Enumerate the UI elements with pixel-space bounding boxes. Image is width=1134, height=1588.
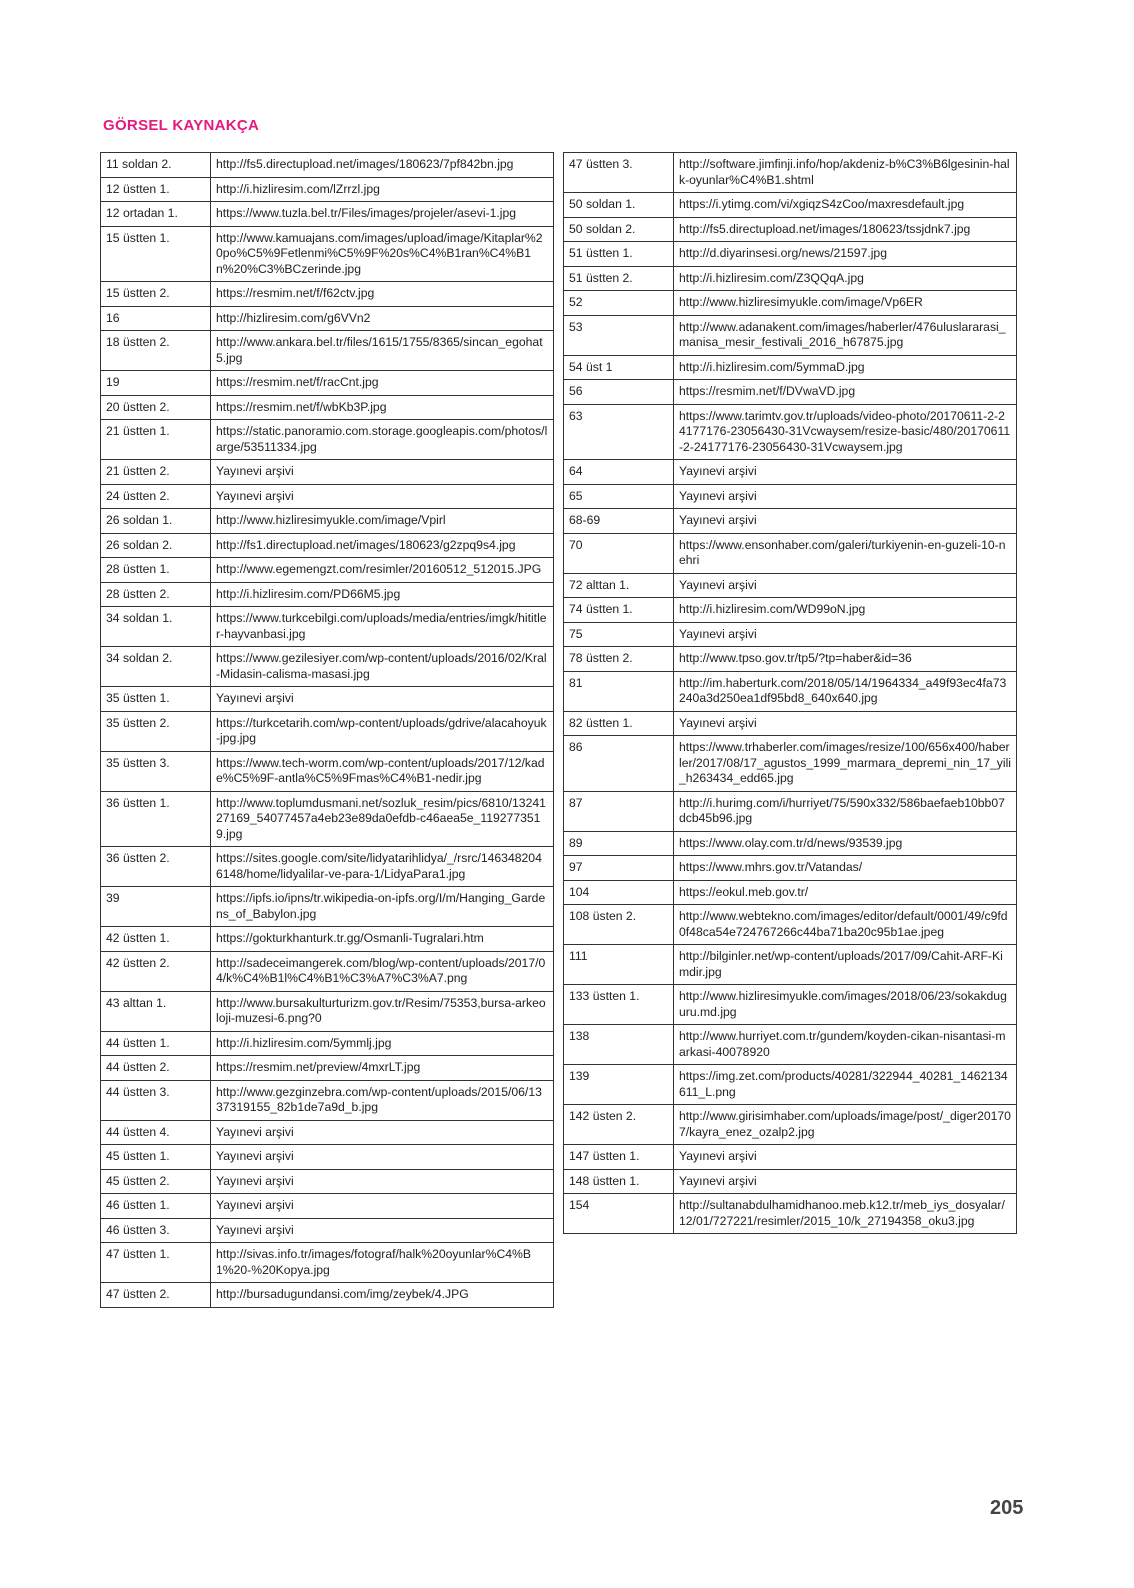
table-row [101,1243,554,1283]
image-source: https://www.mhrs.gov.tr/Vatandas/ [674,856,1017,881]
table-row [564,711,1017,736]
image-source: https://www.trhaberler.com/images/resize/100/656x400/haberler/2017/08/17_agustos_1999_marmara_depremi_nin_17_yili_h263434_edd65.jpg [674,736,1017,792]
image-location: 104 [564,880,674,905]
table-row [564,945,1017,985]
image-location: 24 üstten 2. [101,484,211,509]
image-location: 28 üstten 2. [101,582,211,607]
image-source: http://www.hizliresimyukle.com/images/2018/06/23/sokakduguru.md.jpg [674,985,1017,1025]
table-row [101,991,554,1031]
image-location: 47 üstten 1. [101,1243,211,1283]
table-row [564,460,1017,485]
image-source: http://fs5.directupload.net/images/180623/7pf842bn.jpg [211,153,554,178]
table-row [101,887,554,927]
image-location: 35 üstten 1. [101,687,211,712]
table-row [564,880,1017,905]
image-location: 82 üstten 1. [564,711,674,736]
image-source: http://i.hizliresim.com/5ymmaD.jpg [674,355,1017,380]
table-row [101,282,554,307]
image-source: http://software.jimfinji.info/hop/akdeniz-b%C3%B6lgesinin-halk-oyunlar%C4%B1.shtml [674,153,1017,193]
table-row [101,1194,554,1219]
image-location: 74 üstten 1. [564,598,674,623]
references-table-left-body [101,153,554,1308]
image-source: Yayınevi arşivi [674,460,1017,485]
image-source: https://www.olay.com.tr/d/news/93539.jpg [674,831,1017,856]
image-location: 81 [564,671,674,711]
references-table-right-body [564,153,1017,1234]
image-source: http://i.hizliresim.com/Z3QQqA.jpg [674,266,1017,291]
image-source: https://resmim.net/f/racCnt.jpg [211,371,554,396]
image-location: 46 üstten 3. [101,1218,211,1243]
image-source: https://www.tarimtv.gov.tr/uploads/video-photo/20170611-2-24177176-23056430-31Vcwaysem/resize-basic/480/20170611-2-24177176-23056430-31Vcwaysem.jpg [674,404,1017,460]
table-row [101,484,554,509]
image-source: Yayınevi arşivi [674,484,1017,509]
table-row [564,380,1017,405]
table-row [101,927,554,952]
image-source: http://i.hizliresim.com/5ymmlj.jpg [211,1031,554,1056]
image-location: 26 soldan 1. [101,509,211,534]
table-row [101,582,554,607]
image-location: 18 üstten 2. [101,331,211,371]
image-location: 44 üstten 4. [101,1120,211,1145]
image-location: 51 üstten 1. [564,242,674,267]
image-location: 63 [564,404,674,460]
image-location: 28 üstten 1. [101,558,211,583]
image-location: 87 [564,791,674,831]
image-source: Yayınevi arşivi [211,1120,554,1145]
image-source: http://www.girisimhaber.com/uploads/image/post/_diger201707/kayra_enez_ozalp2.jpg [674,1105,1017,1145]
table-row [101,1169,554,1194]
table-row [564,736,1017,792]
table-row [564,622,1017,647]
image-source: http://fs1.directupload.net/images/180623/g2zpq9s4.jpg [211,533,554,558]
image-location: 19 [101,371,211,396]
image-location: 15 üstten 2. [101,282,211,307]
table-row [564,266,1017,291]
image-source: https://resmim.net/preview/4mxrLT.jpg [211,1056,554,1081]
image-source: http://i.hizliresim.com/lZrrzl.jpg [211,177,554,202]
table-row [564,291,1017,316]
image-location: 86 [564,736,674,792]
table-row [101,306,554,331]
image-location: 56 [564,380,674,405]
table-row [564,404,1017,460]
image-source: http://fs5.directupload.net/images/180623/tssjdnk7.jpg [674,217,1017,242]
table-row [564,484,1017,509]
table-row [564,1065,1017,1105]
table-row [564,153,1017,193]
image-source: http://hizliresim.com/g6VVn2 [211,306,554,331]
table-row [101,751,554,791]
image-source: http://www.bursakulturturizm.gov.tr/Resim/75353,bursa-arkeoloji-muzesi-6.png?0 [211,991,554,1031]
image-source: http://sivas.info.tr/images/fotograf/halk%20oyunlar%C4%B1%20-%20Kopya.jpg [211,1243,554,1283]
table-row [101,1031,554,1056]
table-row [101,647,554,687]
image-location: 39 [101,887,211,927]
table-row [564,217,1017,242]
image-location: 148 üstten 1. [564,1169,674,1194]
image-source: Yayınevi arşivi [674,1169,1017,1194]
image-source: http://i.hizliresim.com/PD66M5.jpg [211,582,554,607]
table-row [564,647,1017,672]
image-source: http://i.hurimg.com/i/hurriyet/75/590x332/586baefaeb10bb07dcb45b96.jpg [674,791,1017,831]
image-location: 68-69 [564,509,674,534]
image-source: http://www.gezginzebra.com/wp-content/uploads/2015/06/1337319155_82b1de7a9d_b.jpg [211,1080,554,1120]
image-location: 47 üstten 2. [101,1283,211,1308]
table-row [101,607,554,647]
table-row [564,193,1017,218]
table-row [564,831,1017,856]
table-row [101,1283,554,1308]
image-location: 52 [564,291,674,316]
image-location: 75 [564,622,674,647]
table-row [564,856,1017,881]
table-row [564,509,1017,534]
image-location: 42 üstten 1. [101,927,211,952]
image-location: 46 üstten 1. [101,1194,211,1219]
table-row [564,355,1017,380]
references-table-left [100,152,554,1308]
image-location: 50 soldan 2. [564,217,674,242]
table-row [101,951,554,991]
page-title: GÖRSEL KAYNAKÇA [103,117,260,134]
table-row [101,533,554,558]
table-row [101,1080,554,1120]
image-location: 21 üstten 2. [101,460,211,485]
image-source: Yayınevi arşivi [211,1169,554,1194]
table-row [101,687,554,712]
image-location: 70 [564,533,674,573]
image-location: 42 üstten 2. [101,951,211,991]
image-location: 15 üstten 1. [101,226,211,282]
image-location: 51 üstten 2. [564,266,674,291]
table-row [564,985,1017,1025]
image-source: Yayınevi arşivi [211,1145,554,1170]
image-source: http://www.hurriyet.com.tr/gundem/koyden-cikan-nisantasi-markasi-40078920 [674,1025,1017,1065]
image-location: 12 üstten 1. [101,177,211,202]
image-location: 108 üsten 2. [564,905,674,945]
table-row [564,905,1017,945]
image-source: https://www.turkcebilgi.com/uploads/media/entries/imgk/hititler-hayvanbasi.jpg [211,607,554,647]
image-source: https://img.zet.com/products/40281/322944_40281_1462134611_L.png [674,1065,1017,1105]
table-row [564,671,1017,711]
image-location: 97 [564,856,674,881]
image-source: Yayınevi arşivi [211,1194,554,1219]
image-location: 11 soldan 2. [101,153,211,178]
image-source: Yayınevi arşivi [211,460,554,485]
image-source: https://turkcetarih.com/wp-content/uploads/gdrive/alacahoyuk-jpg.jpg [211,711,554,751]
image-location: 36 üstten 2. [101,847,211,887]
table-row [101,371,554,396]
image-location: 138 [564,1025,674,1065]
image-source: http://sultanabdulhamidhanoo.meb.k12.tr/meb_iys_dosyalar/12/01/727221/resimler/2015_10/k_27194358_oku3.jpg [674,1194,1017,1234]
table-row [564,533,1017,573]
image-source: Yayınevi arşivi [211,1218,554,1243]
table-row [101,420,554,460]
image-source: http://www.hizliresimyukle.com/image/Vpirl [211,509,554,534]
image-source: http://bilginler.net/wp-content/uploads/2017/09/Cahit-ARF-Kimdir.jpg [674,945,1017,985]
image-source: http://www.toplumdusmani.net/sozluk_resim/pics/6810/1324127169_54077457a4eb23e89da0efdb-c46aea5e_1192773519.jpg [211,791,554,847]
table-row [564,1145,1017,1170]
image-source: http://www.webtekno.com/images/editor/default/0001/49/c9fd0f48ca54e724767266c44ba71ba20c95b1ae.jpeg [674,905,1017,945]
table-row [101,177,554,202]
image-source: http://www.ankara.bel.tr/files/1615/1755/8365/sincan_egohat5.jpg [211,331,554,371]
image-source: https://resmim.net/f/wbKb3P.jpg [211,395,554,420]
image-location: 64 [564,460,674,485]
image-source: Yayınevi arşivi [674,711,1017,736]
image-source: http://www.adanakent.com/images/haberler/476uluslararasi_manisa_mesir_festivali_2016_h67875.jpg [674,315,1017,355]
image-location: 54 üst 1 [564,355,674,380]
image-source: Yayınevi arşivi [674,622,1017,647]
table-row [564,573,1017,598]
image-source: http://www.kamuajans.com/images/upload/image/Kitaplar%20po%C5%9Fetlenmi%C5%9F%20s%C4%B1ran%C4%B1n%20%C3%BCzerinde.jpg [211,226,554,282]
image-location: 21 üstten 1. [101,420,211,460]
image-location: 44 üstten 2. [101,1056,211,1081]
table-row [101,331,554,371]
table-row [101,791,554,847]
image-source: http://www.tpso.gov.tr/tp5/?tp=haber&id=36 [674,647,1017,672]
image-location: 45 üstten 1. [101,1145,211,1170]
image-location: 44 üstten 3. [101,1080,211,1120]
table-row [101,1120,554,1145]
image-location: 53 [564,315,674,355]
image-location: 142 üsten 2. [564,1105,674,1145]
image-location: 16 [101,306,211,331]
image-source: https://www.tuzla.bel.tr/Files/images/projeler/asevi-1.jpg [211,202,554,227]
image-source: https://www.ensonhaber.com/galeri/turkiyenin-en-guzeli-10-nehri [674,533,1017,573]
image-location: 133 üstten 1. [564,985,674,1025]
table-row [564,1105,1017,1145]
image-location: 89 [564,831,674,856]
image-location: 72 alttan 1. [564,573,674,598]
image-source: http://d.diyarinsesi.org/news/21597.jpg [674,242,1017,267]
table-row [101,460,554,485]
page-number: 205 [990,1497,1024,1519]
image-source: Yayınevi arşivi [211,484,554,509]
image-source: https://static.panoramio.com.storage.googleapis.com/photos/large/53511334.jpg [211,420,554,460]
image-location: 20 üstten 2. [101,395,211,420]
image-location: 35 üstten 3. [101,751,211,791]
image-location: 36 üstten 1. [101,791,211,847]
image-source: http://i.hizliresim.com/WD99oN.jpg [674,598,1017,623]
image-location: 12 ortadan 1. [101,202,211,227]
table-row [101,509,554,534]
image-source: https://gokturkhanturk.tr.gg/Osmanli-Tugralari.htm [211,927,554,952]
image-location: 78 üstten 2. [564,647,674,672]
image-source: https://eokul.meb.gov.tr/ [674,880,1017,905]
image-source: https://www.tech-worm.com/wp-content/uploads/2017/12/kade%C5%9F-antla%C5%9Fmas%C4%B1-nedir.jpg [211,751,554,791]
table-row [101,558,554,583]
image-location: 43 alttan 1. [101,991,211,1031]
image-source: https://ipfs.io/ipns/tr.wikipedia-on-ipfs.org/I/m/Hanging_Gardens_of_Babylon.jpg [211,887,554,927]
table-row [101,153,554,178]
image-source: Yayınevi arşivi [211,687,554,712]
table-row [101,226,554,282]
table-row [101,1145,554,1170]
table-row [101,847,554,887]
image-source: http://www.egemengzt.com/resimler/20160512_512015.JPG [211,558,554,583]
image-source: http://sadeceimangerek.com/blog/wp-content/uploads/2017/04/k%C4%B1l%C4%B1%C3%A7%C3%A7.png [211,951,554,991]
image-location: 26 soldan 2. [101,533,211,558]
image-source: https://resmim.net/f/DVwaVD.jpg [674,380,1017,405]
image-source: https://sites.google.com/site/lidyatarihlidya/_/rsrc/1463482046148/home/lidyalilar-ve-para-1/LidyaPara1.jpg [211,847,554,887]
table-row [101,1218,554,1243]
table-row [101,1056,554,1081]
image-location: 154 [564,1194,674,1234]
image-location: 35 üstten 2. [101,711,211,751]
table-row [564,315,1017,355]
image-source: Yayınevi arşivi [674,509,1017,534]
image-location: 47 üstten 3. [564,153,674,193]
image-location: 45 üstten 2. [101,1169,211,1194]
image-source: https://resmim.net/f/f62ctv.jpg [211,282,554,307]
references-table-right [563,152,1017,1234]
table-row [564,791,1017,831]
image-location: 50 soldan 1. [564,193,674,218]
image-source: https://i.ytimg.com/vi/xgiqzS4zCoo/maxresdefault.jpg [674,193,1017,218]
image-source: http://bursadugundansi.com/img/zeybek/4.JPG [211,1283,554,1308]
image-location: 34 soldan 2. [101,647,211,687]
image-source: https://www.gezilesiyer.com/wp-content/uploads/2016/02/Kral-Midasin-calisma-masasi.jpg [211,647,554,687]
image-source: Yayınevi arşivi [674,1145,1017,1170]
table-row [101,711,554,751]
table-row [564,1194,1017,1234]
table-row [564,1025,1017,1065]
table-row [101,202,554,227]
table-row [564,1169,1017,1194]
image-location: 34 soldan 1. [101,607,211,647]
image-source: http://im.haberturk.com/2018/05/14/1964334_a49f93ec4fa73240a3d250ea1df95bd8_640x640.jpg [674,671,1017,711]
image-location: 111 [564,945,674,985]
table-row [564,598,1017,623]
image-source: http://www.hizliresimyukle.com/image/Vp6ER [674,291,1017,316]
table-row [101,395,554,420]
image-location: 147 üstten 1. [564,1145,674,1170]
image-location: 65 [564,484,674,509]
image-location: 139 [564,1065,674,1105]
table-row [564,242,1017,267]
image-location: 44 üstten 1. [101,1031,211,1056]
image-source: Yayınevi arşivi [674,573,1017,598]
